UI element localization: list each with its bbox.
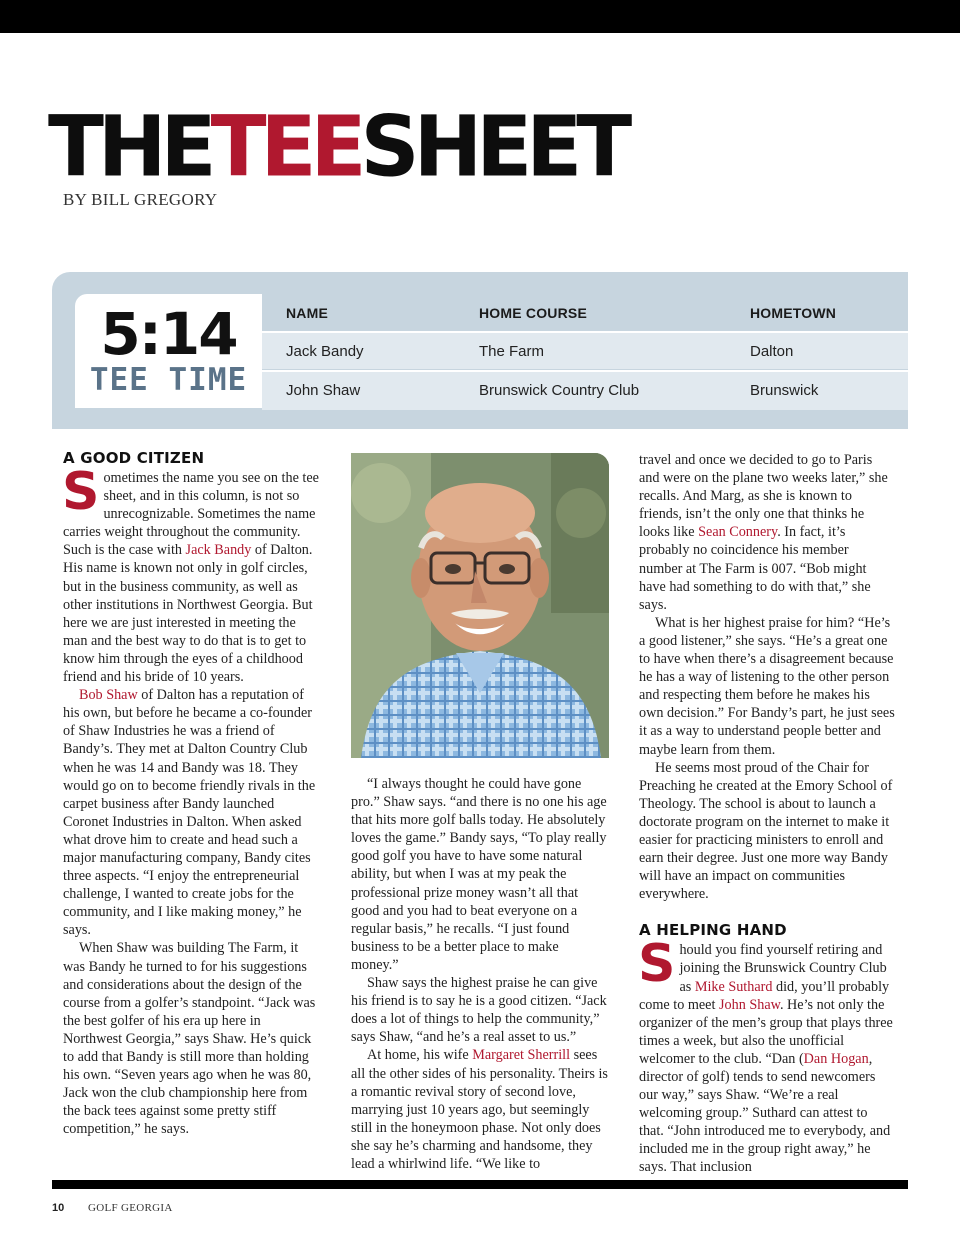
paragraph-text: of Dalton. His name is known not only in golf circles, but in the business community, as well as other institutions in Northwest Georgia. But here we are just interested in meeting the man and the best way to do that is to get to know him through the eyes of a childhood friend and his bride of 10 years.: [63, 542, 313, 686]
title-sheet: SHEET: [360, 99, 627, 196]
bottom-bar: [52, 1180, 908, 1189]
paragraph: [351, 1046, 609, 1173]
player-home-course: Brunswick Country Club: [479, 382, 640, 399]
section-heading-helping-hand: A HELPING HAND: [639, 921, 787, 940]
name-link-dan-hogan[interactable]: Dan Hogan: [803, 1050, 869, 1067]
tee-time-value: 5:14: [100, 300, 237, 368]
header-home-course: HOME COURSE: [479, 305, 587, 321]
byline: BY BILL GREGORY: [63, 190, 218, 209]
paragraph-text: travel and once we decided to go to Paris and were on the plane two weeks later,” she recalls. And Marg, as she is known to friends, isn’t the only one that thinks he looks like: [639, 452, 888, 541]
paragraph-text: did, you’ll probably come to meet: [639, 978, 890, 1013]
header-name: NAME: [286, 305, 329, 321]
name-link-margaret-sherrill[interactable]: Margaret Sherrill: [472, 1047, 571, 1064]
page-number: 10: [52, 1202, 65, 1214]
paragraph-text: of Dalton has a reputation of his own, but before he became a co-founder of Shaw Industries he was a friend of Bandy’s. They met at Dalton Country Club when he was 14 and Bandy was 18. They would go on to become friendly rivals in the carpet business after Bandy launched Coronet Industries in Dalton. When asked what drove him to create and head such a major manufacturing company, Bandy cites three aspects. “I enjoy the entrepreneurial challenge, I wanted to create jobs for the community, and I like making money,” he says.: [63, 687, 316, 939]
column-title: [48, 97, 626, 199]
paragraph-text: . He’s not only the organizer of the men’s group that plays three times a week, but also the unofficial welcomer to the club. “Dan (: [639, 996, 893, 1067]
tee-time-card: [75, 294, 262, 408]
name-link-jack-bandy[interactable]: Jack Bandy: [185, 542, 252, 559]
drop-cap: S: [62, 462, 100, 522]
article-column-3: [639, 451, 895, 1177]
photo-jack-bandy: [351, 453, 609, 758]
paragraph: [639, 451, 895, 614]
paragraph: “I always thought he could have gone pro.” Shaw says. “and there is no one his age that hits more golf balls today. He absolutely loves the game.” Bandy says, “To play really good golf you have to have some natural ability, but when I was at my peak the professional prize money wasn’t all that good and you had to beat everyone on a regular basis,” he recalls. “I just found business to be a better place to make money.”: [351, 776, 607, 973]
drop-cap: S: [638, 934, 676, 995]
top-bar: [0, 0, 960, 33]
paragraph: Shaw says the highest praise he can give his friend is to say he is a good citizen. “Jack does a lot of things to help the community,” says Shaw, “and he’s a real asset to us.”: [351, 975, 607, 1046]
paragraph: [638, 934, 895, 1176]
article-column-1: [63, 449, 319, 1138]
table-row: [262, 331, 908, 369]
paragraph-text: . In fact, it’s probably no coincidence his member number at The Farm is 007. “Bob might have had something to do with that,” she says.: [639, 524, 871, 613]
section-heading-good-citizen: A GOOD CITIZEN: [63, 449, 205, 467]
paragraph-text: sees all the other sides of his personality. Theirs is a romantic revival story of second love, marrying just 10 years ago, but seemingly still in the honeymoon phase. Not only does she say he’s charming and handsome, they lead a whirlwind life. “We like to: [351, 1047, 608, 1172]
table-row: [262, 370, 908, 410]
header-hometown: HOMETOWN: [750, 305, 837, 321]
paragraph: What is her highest praise for him? “He’s a good listener,” she says. “He’s a great one to have when there’s a disagreement because he has a way of listening to the other person and respecting them before he makes his own decision.” For Bandy’s part, he just sees it as a way to understand people better and maybe learn from them.: [639, 614, 895, 758]
name-link-sean-connery[interactable]: Sean Connery: [698, 524, 778, 541]
portrait-illustration: [351, 453, 609, 758]
publication-name: GOLF GEORGIA: [88, 1202, 173, 1214]
title-the: THE: [48, 99, 211, 196]
paragraph-text: ometimes the name you see on the tee sheet, and in this column, is not so unrecognizable. Sometimes the name carries weight throughout the community. Such is the case with: [63, 470, 319, 559]
player-name: Jack Bandy: [286, 343, 364, 360]
paragraph: He seems most proud of the Chair for Preaching he created at the Emory School of Theology. The school is about to launch a doctorate program on the internet to make it easier for practicing ministers to enroll and earn their degree. Just one more way Bandy will have an impact on communities everywhere.: [639, 759, 893, 903]
paragraph: [62, 462, 319, 686]
table-header-row: [262, 294, 908, 332]
player-name: John Shaw: [286, 382, 361, 399]
name-link-mike-suthard[interactable]: Mike Suthard: [694, 978, 773, 995]
tee-time-label: TEE TIME: [89, 362, 248, 398]
tee-time-table: [262, 294, 908, 408]
player-hometown: Dalton: [750, 343, 794, 360]
paragraph-text: , director of golf) tends to send newcomers our way,” says Shaw. “We’re a real welcoming group.” Suthard can attest to that. “John introduced me to everybody, and included me in the group right away,” he says. That inclusion: [639, 1050, 891, 1176]
paragraph-text: hould you find yourself retiring and joining the Brunswick Country Club as: [679, 942, 887, 995]
player-hometown: Brunswick: [750, 382, 819, 399]
article-column-2: [351, 775, 609, 1173]
paragraph-text: At home, his wife: [367, 1047, 473, 1064]
title-tee: TEE: [210, 99, 361, 196]
paragraph: When Shaw was building The Farm, it was Bandy he turned to for his suggestions and considerations about the design of the course from a golfer’s standpoint. “Jack was the best golfer of his era up here in Northwest Georgia,” says Shaw. He’s quick to add that Bandy is still more than holding his own. “Seven years ago when he was 80, Jack won the club championship here from the back tees against some pretty stiff competition,” he says.: [63, 940, 316, 1138]
name-link-john-shaw[interactable]: John Shaw: [718, 996, 780, 1013]
paragraph: [63, 686, 319, 939]
name-link-bob-shaw[interactable]: Bob Shaw: [79, 687, 138, 704]
player-home-course: The Farm: [479, 343, 545, 360]
